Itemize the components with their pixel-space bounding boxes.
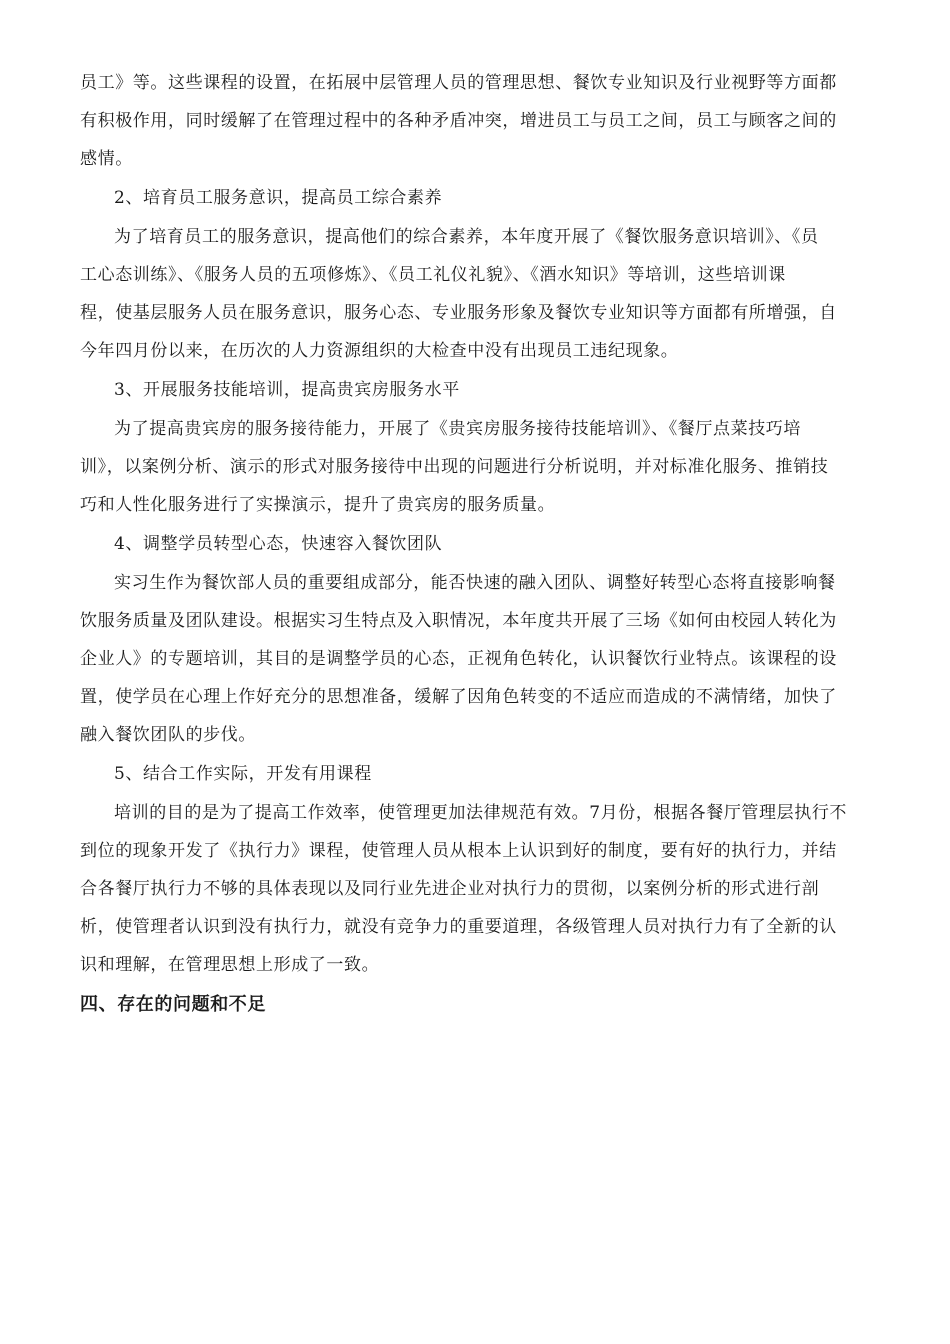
- paragraph-execution-course: [80, 802, 870, 977]
- text-line: 为了培育员工的服务意识，提高他们的综合素养，本年度开展了《餐饮服务意识培训》、《员: [114, 227, 819, 247]
- text-line: 训》，以案例分析、演示的形式对服务接待中出现的问题进行分析说明，并对标准化服务、推销技: [80, 457, 829, 477]
- text-line: 置，使学员在心理上作好充分的思想准备，缓解了因角色转变的不适应而造成的不满情绪，加快了: [80, 687, 837, 707]
- subheading-5: 5、结合工作实际，开发有用课程: [114, 764, 372, 784]
- text-line: 融入餐饮团队的步伐。: [80, 725, 256, 745]
- section-heading-problems: 四、存在的问题和不足: [80, 994, 266, 1015]
- text-line: 程，使基层服务人员在服务意识，服务心态、专业服务形象及餐饮专业知识等方面都有所增强，自: [80, 303, 837, 323]
- text-line: 到位的现象开发了《执行力》课程，使管理人员从根本上认识到好的制度，要有好的执行力，并结: [80, 841, 837, 861]
- paragraph-service-awareness: [80, 226, 870, 363]
- paragraph-vip-room-service: [80, 418, 870, 517]
- text-line: 识和理解，在管理思想上形成了一致。: [80, 955, 380, 975]
- paragraph-course-effects: [80, 72, 870, 171]
- text-line: 饮服务质量及团队建设。根据实习生特点及入职情况，本年度共开展了三场《如何由校园人转化为: [80, 611, 837, 631]
- text-line: 实习生作为餐饮部人员的重要组成部分，能否快速的融入团队、调整好转型心态将直接影响餐: [114, 573, 836, 593]
- document-page: [80, 72, 870, 1016]
- text-line: 为了提高贵宾房的服务接待能力，开展了《贵宾房服务接待技能培训》、《餐厅点菜技巧培: [114, 419, 801, 439]
- text-line: 工心态训练》、《服务人员的五项修炼》、《员工礼仪礼貌》、《酒水知识》等培训，这些培训课: [80, 265, 786, 285]
- subheading-4: 4、调整学员转型心态，快速容入餐饮团队: [114, 534, 443, 554]
- text-line: 感情。: [80, 149, 133, 169]
- text-line: 培训的目的是为了提高工作效率，使管理更加法律规范有效。7月份，根据各餐厅管理层执行不: [114, 803, 848, 823]
- text-line: 合各餐厅执行力不够的具体表现以及同行业先进企业对执行力的贯彻，以案例分析的形式进行剖: [80, 879, 820, 899]
- subheading-2: 2、培育员工服务意识，提高员工综合素养: [114, 188, 443, 208]
- subheading-3: 3、开展服务技能培训，提高贵宾房服务水平: [114, 380, 460, 400]
- paragraph-trainee-mindset: [80, 572, 870, 747]
- text-line: 今年四月份以来，在历次的人力资源组织的大检查中没有出现员工违纪现象。: [80, 341, 679, 361]
- text-line: 巧和人性化服务进行了实操演示，提升了贵宾房的服务质量。: [80, 495, 556, 515]
- text-line: 有积极作用，同时缓解了在管理过程中的各种矛盾冲突，增进员工与员工之间，员工与顾客之间的: [80, 111, 837, 131]
- text-line: 企业人》的专题培训，其目的是调整学员的心态，正视角色转化，认识餐饮行业特点。该课程的设: [80, 649, 837, 669]
- text-line: 员工》等。这些课程的设置，在拓展中层管理人员的管理思想、餐饮专业知识及行业视野等方面都: [80, 73, 837, 93]
- text-line: 析，使管理者认识到没有执行力，就没有竞争力的重要道理，各级管理人员对执行力有了全新的认: [80, 917, 837, 937]
